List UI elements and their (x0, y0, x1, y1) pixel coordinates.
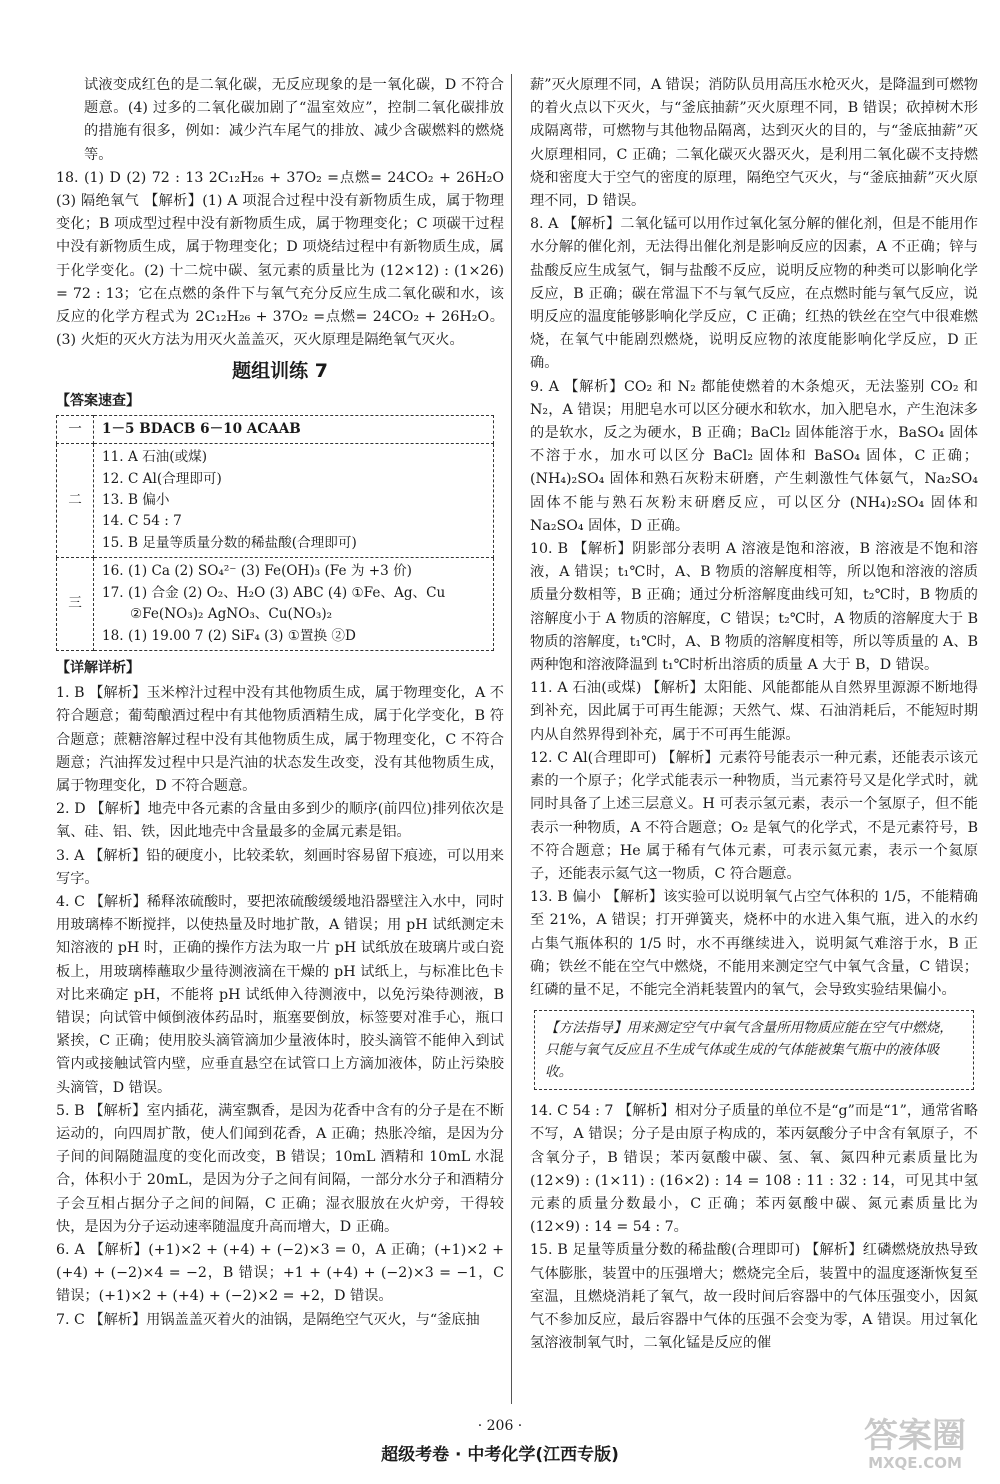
explanation-12: 12. C Al(合理即可) 【解析】元素符号能表示一种元素，还能表示该元素的一个原子；化学式能表示一种物质，当元素符号又是化学式时，就同时具备了上述三层意义。H 可表示氢元素，表示一个氢原子，但不能表示一种物质，A 不符合题意；O₂ 是氧气的化学式，不是元素符号，B 不符合题意；He 属于稀有气体元素，可表示氦元素，表示一个氦原子，还能表示氦气这一物质，C 符合题意。 (530, 749, 978, 882)
section-label: 一 (57, 415, 94, 443)
explanation-7-cont: 薪”灭火原理不同，A 错误；消防队员用高压水枪灭火，是降温到可燃物的着火点以下灭火，与“釜底抽薪”灭火原理不同，B 错误；砍掉树木形成隔离带，可燃物与其他物品隔离，达到灭火的目的，与“釜底抽薪”灭火原理相同，C 正确；二氧化碳灭火器灭火，是利用二氧化碳不支持燃烧和密度大于空气的密度的原理，隔绝空气灭火，与“釜底抽薪”灭火原理不同，D 错误。 (530, 77, 978, 210)
explanation-7-start: 7. C 【解析】用锅盖盖灭着火的油锅，是隔绝空气灭火，与“釜底抽 (56, 1311, 480, 1328)
watermark-url: MXQE.COM (868, 1454, 962, 1472)
answer-line: 18. (1) 19.00 7 (2) SiF₄ (3) ①置换 ②D (102, 627, 356, 644)
explanation-6: 6. A 【解析】(+1)×2 + (+4) + (−2)×3 = 0，A 正确；(+1)×2 + (+4) + (−2)×4 = −2，B 错误；+1 + (+4) + (−2)×3 = −1，C 错误；(+1)×2 + (+4) + (−2)×2 = +2，D 错误。 (56, 1241, 504, 1305)
answer-line: 12. C Al(合理即可) (102, 470, 222, 487)
explanation-5: 5. B 【解析】室内插花，满室飘香，是因为花香中含有的分子是在不断运动的，向四周扩散，使人们闻到花香，A 正确；热胀冷缩，是因为分子间的间隔随温度的变化而改变，B 错误；10mL 酒精和 10mL 水混合，体积小于 20mL，是因为分子之间有间隔，一部分水分子和酒精分子会互相占据分子之间的间隔，C 正确；湿衣服放在火炉旁，干得较快，是因为分子运动速率随温度升高而增大，D 正确。 (56, 1102, 504, 1235)
quick-answers-label: 【答案速查】 (56, 392, 140, 409)
left-column (56, 74, 504, 1332)
explanation-9: 9. A 【解析】CO₂ 和 N₂ 都能使燃着的木条熄灭，无法鉴别 CO₂ 和 N₂，A 错误；用肥皂水可以区分硬水和软水，加入肥皂水，产生泡沫多的是软水，反之为硬水，B 正确；BaCl₂ 固体能溶于水，BaSO₄ 固体不溶于水，加水可以区分 BaCl₂ 固体和 BaSO₄ 固体，C 正确；(NH₄)₂SO₄ 固体和熟石灰粉末研磨，产生刺激性气体氨气，Na₂SO₄ 固体不能与熟石灰粉末研磨反应，可以区分 (NH₄)₂SO₄ 固体和 Na₂SO₄ 固体，D 正确。 (530, 378, 978, 534)
answer-line: 13. B 偏小 (102, 492, 170, 509)
explanation-2: 2. D 【解析】地壳中各元素的含量由多到少的顺序(前四位)排列依次是氧、硅、铝、铁，因此地壳中含量最多的金属元素是铝。 (56, 801, 504, 841)
watermark-logo (840, 1418, 990, 1474)
section-label: 三 (57, 558, 94, 651)
column-divider (511, 74, 512, 1404)
answer-cell (94, 558, 494, 651)
answer-row-1 (57, 415, 494, 443)
page-number: · 206 · (477, 1418, 523, 1434)
right-column (530, 74, 978, 1355)
answer-18-prev: 18. (1) D (2) 72 : 13 2C₁₂H₂₆ + 37O₂ =点燃= 24CO₂ + 26H₂O (3) 隔绝氧气 【解析】(1) A 项混合过程中没有新物质生成，属于物理变化；B 项成型过程中没有新物质生成，属于物理变化；C 项碳干过程中没有新物质生成，属于物理变化；D 项烧结过程中有新物质生成，属于化学变化。(2) 十二烷中碳、氢元素的质量比为 (12×12) : (1×26) = 72 : 13；它在点燃的条件下与氧气充分反应生成二氧化碳和水，该反应的化学方程式为 2C₁₂H₂₆ + 37O₂ =点燃= 24CO₂ + 26H₂O。(3) 火炬的灭火方法为用灭火盖盖灭，灭火原理是隔绝氧气灭火。 (56, 169, 504, 349)
section-title: 题组训练 7 (232, 360, 328, 383)
answer-line: 11. A 石油(或煤) (102, 449, 208, 466)
method-tip-box: 【方法指导】用来测定空气中氧气含量所用物质应能在空气中燃烧，只能与氧气反应且不生成气体或生成的气体能被集气瓶中的液体吸收。 (534, 1010, 974, 1090)
explanation-14: 14. C 54 : 7 【解析】相对分子质量的单位不是“g”而是“1”，通常省略不写，A 错误；分子是由原子构成的，苯丙氨酸分子中含有氧原子，不含氧分子，B 错误；苯丙氨酸中碳、氢、氧、氮四种元素质量比为 (12×9) : (1×11) : (16×2) : 14 = 108 : 11 : 32 : 14，可见其中氢元素的质量分数最小，C 正确；苯丙氨酸中碳、氮元素质量比为 (12×9) : 14 = 54 : 7。 (530, 1103, 978, 1236)
explanation-10: 10. B 【解析】阴影部分表明 A 溶液是饱和溶液，B 溶液是不饱和溶液，A 错误；t₁℃时，A、B 物质的溶解度相等，所以饱和溶液的溶质质量分数相等，B 正确；通过分析溶解度曲线可知，t₂℃时，B 物质的溶解度小于 A 物质的溶解度，C 错误；t₂℃时，A 物质的溶解度大于 B 物质的溶解度，t₁℃时，A、B 物质的溶解度相等，所以等质量的 A、B 两种饱和溶液降温到 t₁℃时析出溶质的质量 A 大于 B，D 错误。 (530, 541, 978, 674)
book-title: 超级考卷 · 中考化学(江西专版) (381, 1445, 619, 1465)
watermark-text: 答案圈 (864, 1416, 966, 1456)
answer-row-3 (57, 558, 494, 651)
answer-line: 1－5 BDACB 6－10 ACAAB (94, 415, 494, 443)
answer-row-2 (57, 444, 494, 558)
answer-line: ②Fe(NO₃)₂ AgNO₃、Cu(NO₃)₂ (130, 606, 333, 623)
answer-line: 17. (1) 合金 (2) O₂、H₂O (3) ABC (4) ①Fe、Ag、Cu (102, 584, 446, 601)
intro-paragraph: 试液变成红色的是二氧化碳，无反应现象的是一氧化碳，D 不符合题意。(4) 过多的二氧化碳加剧了“温室效应”，控制二氧化碳排放的措施有很多，例如：减少汽车尾气的排放、减少含碳燃料的燃烧等。 (84, 77, 504, 163)
detail-label: 【详解详析】 (56, 659, 140, 676)
explanation-3: 3. A 【解析】铅的硬度小，比较柔软，刻画时容易留下痕迹，可以用来写字。 (56, 847, 504, 887)
answer-line: 16. (1) Ca (2) SO₄²⁻ (3) Fe(OH)₃ (Fe 为 +3 价) (102, 563, 412, 580)
explanation-4: 4. C 【解析】稀释浓硫酸时，要把浓硫酸缓缓地沿器壁注入水中，同时用玻璃棒不断搅拌，以使热量及时地扩散，A 错误；用 pH 试纸测定未知溶液的 pH 时，正确的操作方法为取一片 pH 试纸放在玻璃片或白瓷板上，用玻璃棒蘸取少量待测液滴在干燥的 pH 试纸上，与标准比色卡对比来确定 pH，不能将 pH 试纸伸入待测液中，以免污染待测液，B 错误；向试管中倾倒液体药品时，瓶塞要倒放，标签要对准手心，瓶口紧挨，C 正确；使用胶头滴管滴加少量液体时，胶头滴管不能伸入到试管内或接触试管内壁，应垂直悬空在试管口上方滴加液体，防止污染胶头滴管，D 错误。 (56, 893, 504, 1096)
section-label: 二 (57, 444, 94, 558)
answer-line: 15. B 足量等质量分数的稀盐酸(合理即可) (102, 534, 357, 551)
answer-cell (94, 444, 494, 558)
explanation-8: 8. A 【解析】二氧化锰可以用作过氧化氢分解的催化剂，但是不能用作水分解的催化剂，无法得出催化剂是影响反应的因素，A 不正确；锌与盐酸反应生成氢气，铜与盐酸不反应，说明反应物的种类可以影响化学反应，B 正确；碳在常温下不与氧气反应，在点燃时能与氧气反应，说明反应的温度能够影响化学反应，C 正确；红热的铁丝在空气中很难燃烧，在氧气中能剧烈燃烧，说明反应物的浓度能影响化学反应，D 正确。 (530, 216, 978, 372)
explanation-1: 1. B 【解析】玉米榨汁过程中没有其他物质生成，属于物理变化，A 不符合题意；葡萄酿酒过程中有其他物质酒精生成，属于化学变化，B 符合题意；蔗糖溶解过程中没有其他物质生成，属于物理变化，C 不符合题意；汽油挥发过程中只是汽油的状态发生改变，没有其他物质生成，属于物理变化，D 不符合题意。 (56, 685, 504, 794)
explanation-15: 15. B 足量等质量分数的稀盐酸(合理即可) 【解析】红磷燃烧放热导致气体膨胀，装置中的压强增大；燃烧完全后，装置中的温度逐渐恢复至室温，且燃烧消耗了氧气，故一段时间后容器中的气体压强变小，因氮气不参加反应，最后容器中气体的压强不会变为零，A 错误。用过氧化氢溶液制氧气时，二氧化锰是反应的催 (530, 1242, 978, 1352)
answer-line: 14. C 54 : 7 (102, 513, 182, 530)
explanation-11: 11. A 石油(或煤) 【解析】太阳能、风能都能从自然界里源源不断地得到补充，因此属于可再生能源；天然气、煤、石油消耗后，不能短时期内从自然界得到补充，属于不可再生能源。 (530, 680, 978, 743)
answer-table (56, 415, 494, 651)
explanation-13: 13. B 偏小 【解析】该实验可以说明氧气占空气体积的 1/5，不能精确至 21%，A 错误；打开弹簧夹，烧杯中的水进入集气瓶，进入的水约占集气瓶体积的 1/5 时，水不再继续进入，说明氮气难溶于水，B 正确；铁丝不能在空气中燃烧，不能用来测定空气中氧气含量，C 错误；红磷的量不足，不能完全消耗装置内的氧气，会导致实验结果偏小。 (530, 889, 978, 998)
